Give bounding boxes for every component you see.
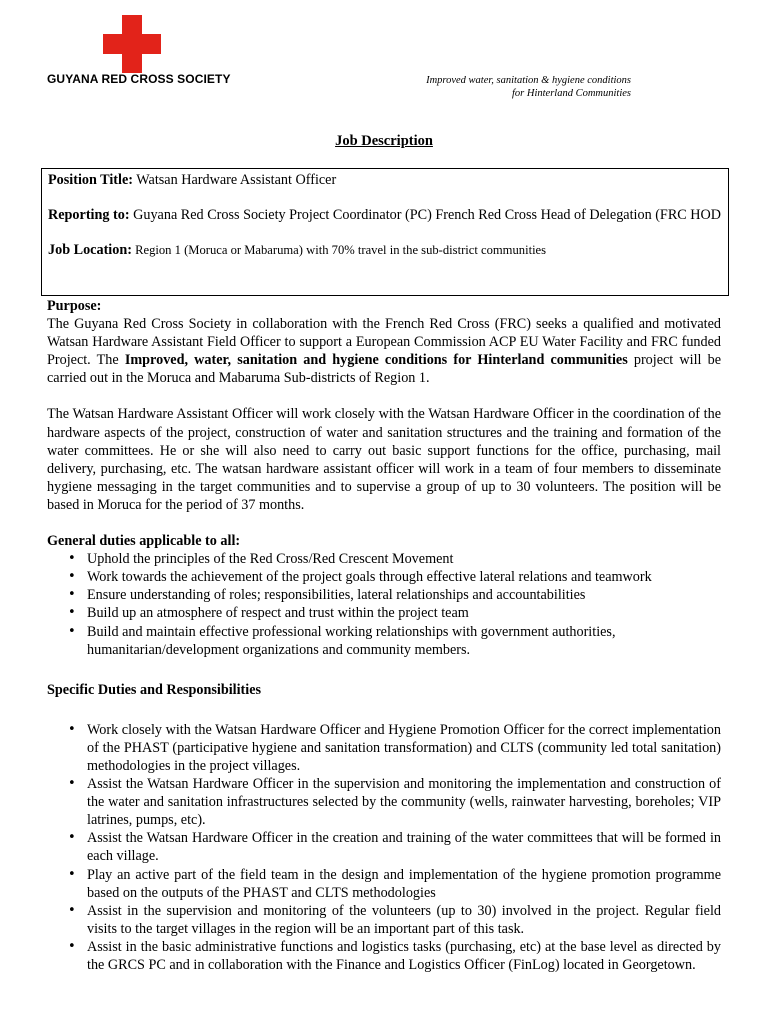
list-item: • Build up an atmosphere of respect and trust within the project team (47, 604, 721, 622)
job-location-value: Region 1 (Moruca or Mabaruma) with 70% travel in the sub-district communities (131, 243, 547, 257)
red-cross-logo-horizontal (103, 34, 161, 54)
specific-duties-list (47, 721, 721, 974)
list-item: • Assist the Watsan Hardware Officer in the supervision and monitoring the implementation and construction of the water and sanitation infrastructures selected by the community (wells, rainwater harvesting, boreholes; VIP latrines, pumps, etc). (47, 775, 721, 829)
purpose-heading: Purpose: (47, 298, 102, 314)
list-item: • Play an active part of the field team in the design and implementation of the hygiene promotion programme based on the outputs of the PHAST and CLTS methodologies (47, 866, 721, 902)
position-title-label: Position Title: (48, 172, 133, 188)
page-title-text: Job Description (335, 133, 433, 149)
purpose-paragraph-1 (47, 315, 721, 387)
purpose-p1-end: project will be carried out in the Moruca and Mabaruma Sub-districts of Region 1. (47, 352, 721, 387)
list-item: • Build and maintain effective professional working relationships with government authorities, humanitarian/development organizations and community members. (47, 623, 721, 659)
red-cross-logo (103, 15, 161, 73)
tagline-line-1: Improved water, sanitation & hygiene conditions (426, 75, 631, 86)
purpose-paragraph-2: The Watsan Hardware Assistant Officer will work closely with the Watsan Hardware Officer in the coordination of the hardware aspects of the project, construction of water and sanitation structures and the training and formation of the water committees. He or she will also need to carry out basic support functions for the office, purchasing, mail delivery, purchasing, etc. The watsan hardware assistant officer will work in a team of four members to disseminate hygiene messaging in the target communities and to supervise a group of up to 30 volunteers. The position will be based in Moruca for the period of 37 months. (47, 406, 721, 513)
list-item: • Ensure understanding of roles; responsibilities, lateral relationships and accountabilities (47, 586, 721, 604)
list-item: • Work towards the achievement of the project goals through effective lateral relations and teamwork (47, 568, 721, 586)
list-item: • Assist in the basic administrative functions and logistics tasks (purchasing, etc) at the base level as directed by the GRCS PC and in collaboration with the Finance and Logistics Officer (FinLog) located in Georgetown. (47, 938, 721, 974)
tagline (426, 74, 631, 100)
purpose-p1-project-name: Improved, water, sanitation and hygiene conditions for Hinterland communities (124, 352, 628, 369)
position-title-row (48, 172, 722, 189)
job-location-label: Job Location: (48, 242, 132, 258)
page-title (0, 133, 768, 150)
reporting-to-label: Reporting to: (48, 207, 130, 223)
general-duties-list (47, 550, 721, 659)
list-item: • Work closely with the Watsan Hardware Officer and Hygiene Promotion Officer for the correct implementation of the PHAST (participative hygiene and sanitation transformation) and CLTS (community led total sanitation) methodologies in the project villages. (47, 721, 721, 775)
position-title-value: Watsan Hardware Assistant Officer (133, 172, 337, 188)
job-location-row (48, 242, 722, 259)
org-name: GUYANA RED CROSS SOCIETY (47, 72, 231, 86)
info-box (41, 168, 729, 296)
reporting-to-value: Guyana Red Cross Society Project Coordinator (PC) French Red Cross Head of Delegation (FRC HOD (129, 207, 722, 223)
general-duties-heading: General duties applicable to all: (47, 533, 241, 550)
list-item: • Assist in the supervision and monitoring of the volunteers (up to 30) involved in the project. Regular field visits to the target villages in the region will be an important part of this task. (47, 902, 721, 938)
tagline-line-2: for Hinterland Communities (511, 88, 631, 99)
reporting-to-row (48, 207, 722, 224)
list-item: • Assist the Watsan Hardware Officer in the creation and training of the water committees that will be formed in each village. (47, 829, 721, 865)
document-body (47, 297, 721, 974)
purpose-p1-start: The Guyana Red Cross Society in collaboration with the French Red Cross (FRC) seeks a qualified and motivated Watsan Hardware Assistant Field Officer to support a European Commission ACP EU Water Facility and FRC funded Project. The (47, 316, 721, 369)
specific-duties-heading: Specific Duties and Responsibilities (47, 681, 262, 698)
list-item: • Uphold the principles of the Red Cross/Red Crescent Movement (47, 550, 721, 568)
